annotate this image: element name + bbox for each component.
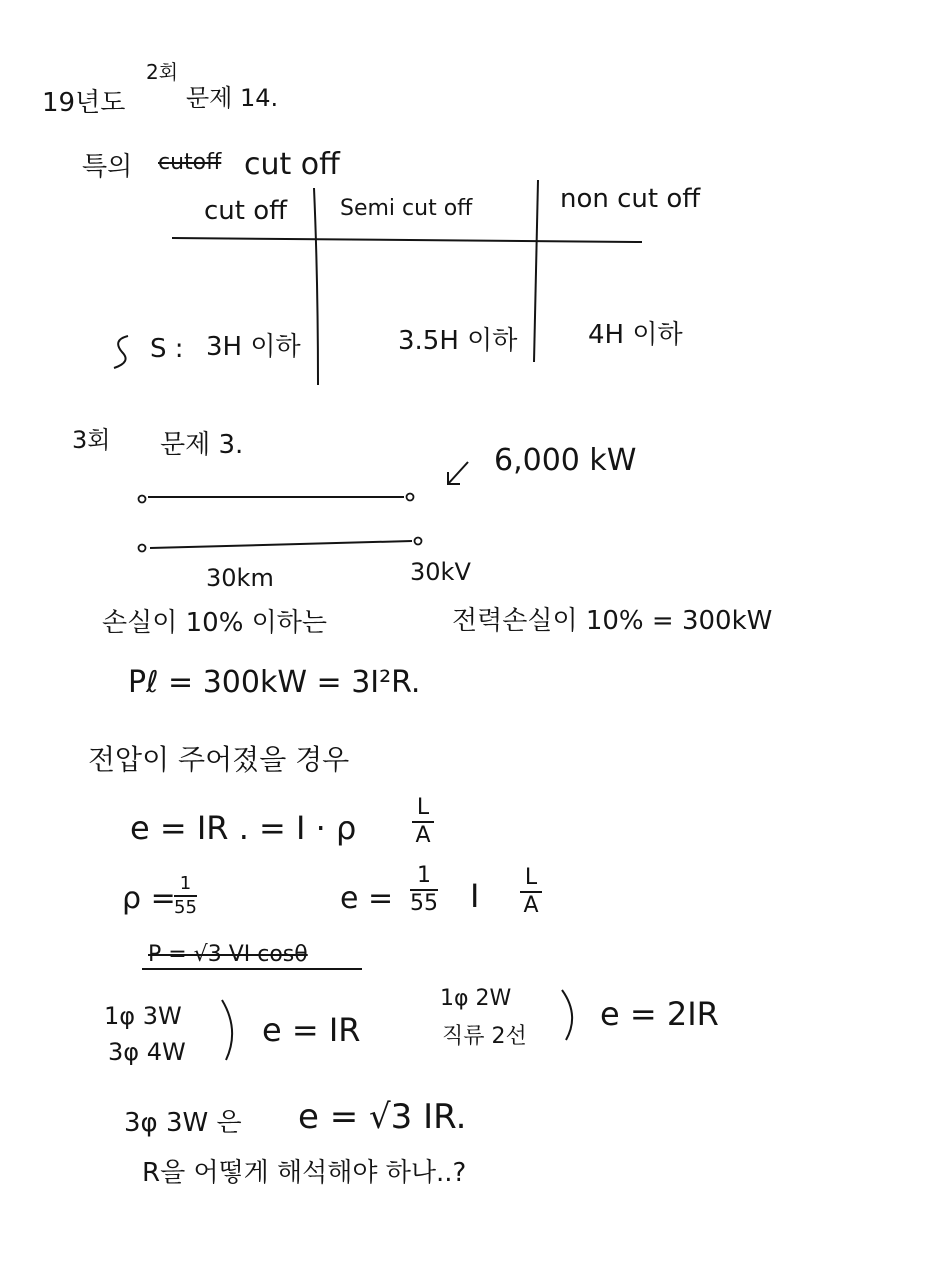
fraction-numerator: L	[416, 795, 430, 820]
column-header-semi-cutoff: Semi cut off	[340, 196, 473, 221]
row-label: S :	[150, 334, 184, 364]
session-label: 2회	[146, 60, 179, 84]
case1-b: 3φ 4W	[108, 1038, 186, 1066]
value-cutoff: 3H 이하	[206, 332, 301, 362]
fraction-numerator: L	[524, 865, 538, 890]
equation-1: e = IR . = I · ρ	[130, 809, 357, 847]
bracket-2	[562, 990, 572, 1040]
value-semi-cutoff: 3.5H 이하	[398, 326, 518, 356]
line-length: 30km	[206, 564, 274, 592]
case3-label: 3φ 3W 은	[124, 1108, 242, 1138]
closing-question: R을 어떻게 해석해야 하나..?	[142, 1158, 467, 1188]
e-label: e =	[340, 881, 394, 916]
case2-equation: e = 2IR	[600, 995, 719, 1033]
column-header-non-cutoff: non cut off	[560, 184, 701, 214]
table-title-prefix: 특의	[82, 152, 133, 182]
rho-fraction	[174, 874, 197, 918]
fraction-denominator: A	[415, 823, 431, 849]
year-label: 19년도	[42, 88, 126, 118]
arrow-line	[448, 462, 468, 484]
problem-label: 문제 14.	[186, 84, 279, 112]
length-area-fraction	[520, 866, 542, 918]
s-symbol	[114, 336, 128, 368]
line-conductor-2	[150, 541, 412, 548]
loss-text-left: 손실이 10% 이하는	[102, 608, 328, 638]
table-divider-1	[314, 188, 318, 385]
table-divider-2	[534, 180, 538, 362]
problem2-heading: 3회	[72, 426, 111, 454]
table-title-word: cut off	[244, 147, 340, 182]
case2-a: 1φ 2W	[440, 986, 512, 1011]
table-header-line	[172, 238, 642, 242]
fraction-denominator: 55	[174, 896, 197, 918]
value-non-cutoff: 4H 이하	[588, 320, 683, 350]
line-voltage: 30kV	[410, 558, 471, 586]
power-value: 6,000 kW	[494, 443, 637, 478]
case1-a: 1φ 3W	[104, 1002, 182, 1030]
equation-1-fraction	[412, 796, 434, 848]
case1-equation: e = IR	[262, 1011, 361, 1049]
fraction-denominator: 55	[410, 891, 438, 917]
fraction-denominator: A	[523, 893, 539, 919]
struck-word: cutoff	[158, 150, 222, 175]
current-symbol: I	[470, 877, 480, 915]
bracket-1	[222, 1000, 232, 1060]
loss-text-right: 전력손실이 10% = 300kW	[452, 606, 773, 636]
problem2-title: 문제 3.	[160, 430, 244, 460]
voltage-note: 전압이 주어졌을 경우	[88, 743, 350, 776]
pl-formula: Pℓ = 300kW = 3I²R.	[128, 665, 421, 700]
column-header-cutoff: cut off	[204, 196, 288, 226]
rho-label: ρ =	[122, 881, 176, 916]
e-fraction	[410, 864, 438, 916]
fraction-numerator: 1	[179, 873, 192, 894]
fraction-numerator: 1	[417, 863, 431, 888]
case2-b: 직류 2선	[442, 1024, 527, 1049]
case3-equation: e = √3 IR.	[298, 1097, 467, 1137]
struck-formula: P = √3 VI cosθ	[148, 942, 308, 967]
